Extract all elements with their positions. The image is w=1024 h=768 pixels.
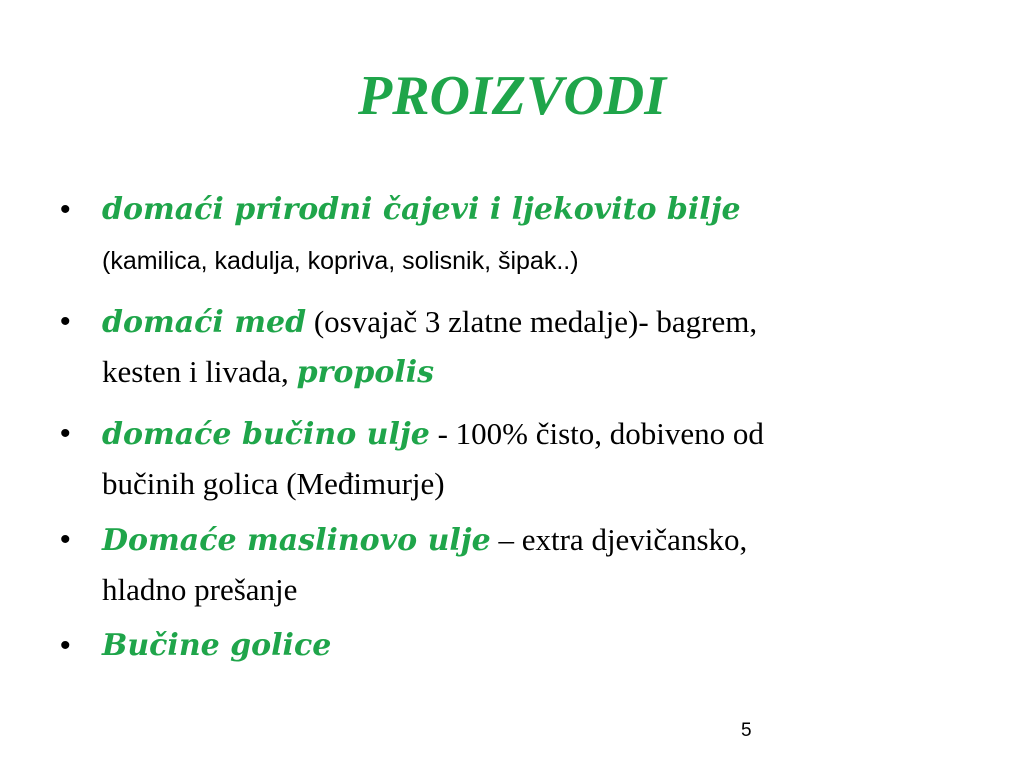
item-text: (osvajač 3 zlatne medalje)- bagrem,	[306, 304, 758, 339]
product-list	[60, 188, 980, 668]
bullet: •	[60, 523, 71, 556]
bullet: •	[60, 629, 71, 662]
slide-title: PROIZVODI	[357, 65, 667, 127]
page-number: 5	[741, 720, 752, 741]
item-text: - 100% čisto, dobiveno od	[429, 416, 764, 451]
item-text: – extra djevičansko,	[490, 522, 748, 557]
list-item-teas	[60, 188, 980, 278]
item-highlight-propolis: propolis	[296, 355, 435, 390]
item-note: (kamilica, kadulja, kopriva, solisnik, šipak..)	[102, 247, 579, 275]
item-highlight: domaće bučino ulje	[102, 417, 430, 452]
bullet: •	[60, 305, 71, 338]
bullet: •	[60, 417, 71, 450]
item-highlight: Domaće maslinovo ulje	[102, 523, 491, 558]
item-text: bučinih golica (Međimurje)	[102, 466, 445, 501]
item-text: kesten i livada,	[102, 354, 297, 389]
bullet: •	[60, 193, 71, 226]
list-item-honey	[60, 300, 980, 400]
list-item-pumpkin-oil	[60, 412, 980, 506]
item-highlight: Bučine golice	[102, 628, 332, 663]
item-highlight: domaći med	[102, 305, 307, 340]
list-item-olive-oil	[60, 518, 980, 612]
item-text: hladno prešanje	[102, 572, 298, 607]
list-item-pumpkin-seeds	[60, 624, 980, 668]
item-highlight: domaći prirodni čajevi i ljekovito bilje	[102, 192, 741, 227]
